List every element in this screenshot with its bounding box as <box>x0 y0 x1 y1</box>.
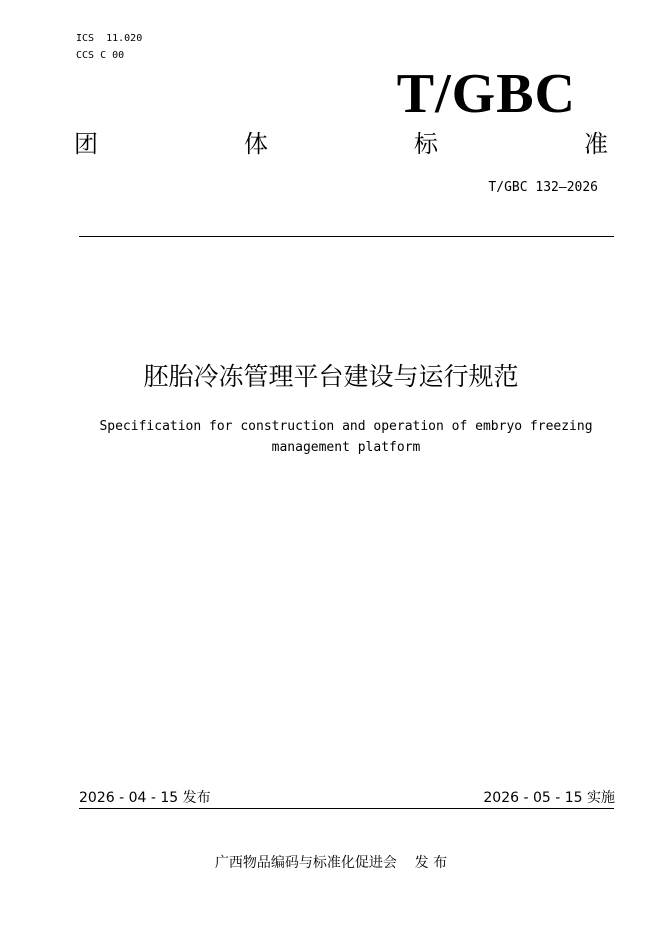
header-divider <box>79 236 614 237</box>
type-char-1: 团 <box>74 130 98 158</box>
issue-date: 2026 - 04 - 15 发布 <box>79 790 211 806</box>
implementation-date: 2026 - 05 - 15 实施 <box>483 790 615 806</box>
document-title-english <box>60 416 632 458</box>
type-char-4: 准 <box>584 130 608 158</box>
footer-divider <box>79 808 614 809</box>
standard-logo: T/GBC <box>396 63 576 125</box>
english-title-line-1: Specification for construction and operation of embryo freezing <box>99 419 593 434</box>
type-char-2: 体 <box>244 130 268 158</box>
publisher: 广西物品编码与标准化促进会 发 布 <box>214 855 448 871</box>
type-char-3: 标 <box>414 130 438 158</box>
standard-type-label <box>74 128 608 160</box>
standard-number: T/GBC 132—2026 <box>488 180 598 195</box>
ccs-code: CCS C 00 <box>76 50 125 61</box>
ics-code: ICS 11.020 <box>76 33 143 44</box>
document-title-chinese: 胚胎冷冻管理平台建设与运行规范 <box>143 362 519 391</box>
english-title-line-2: management platform <box>271 440 421 455</box>
